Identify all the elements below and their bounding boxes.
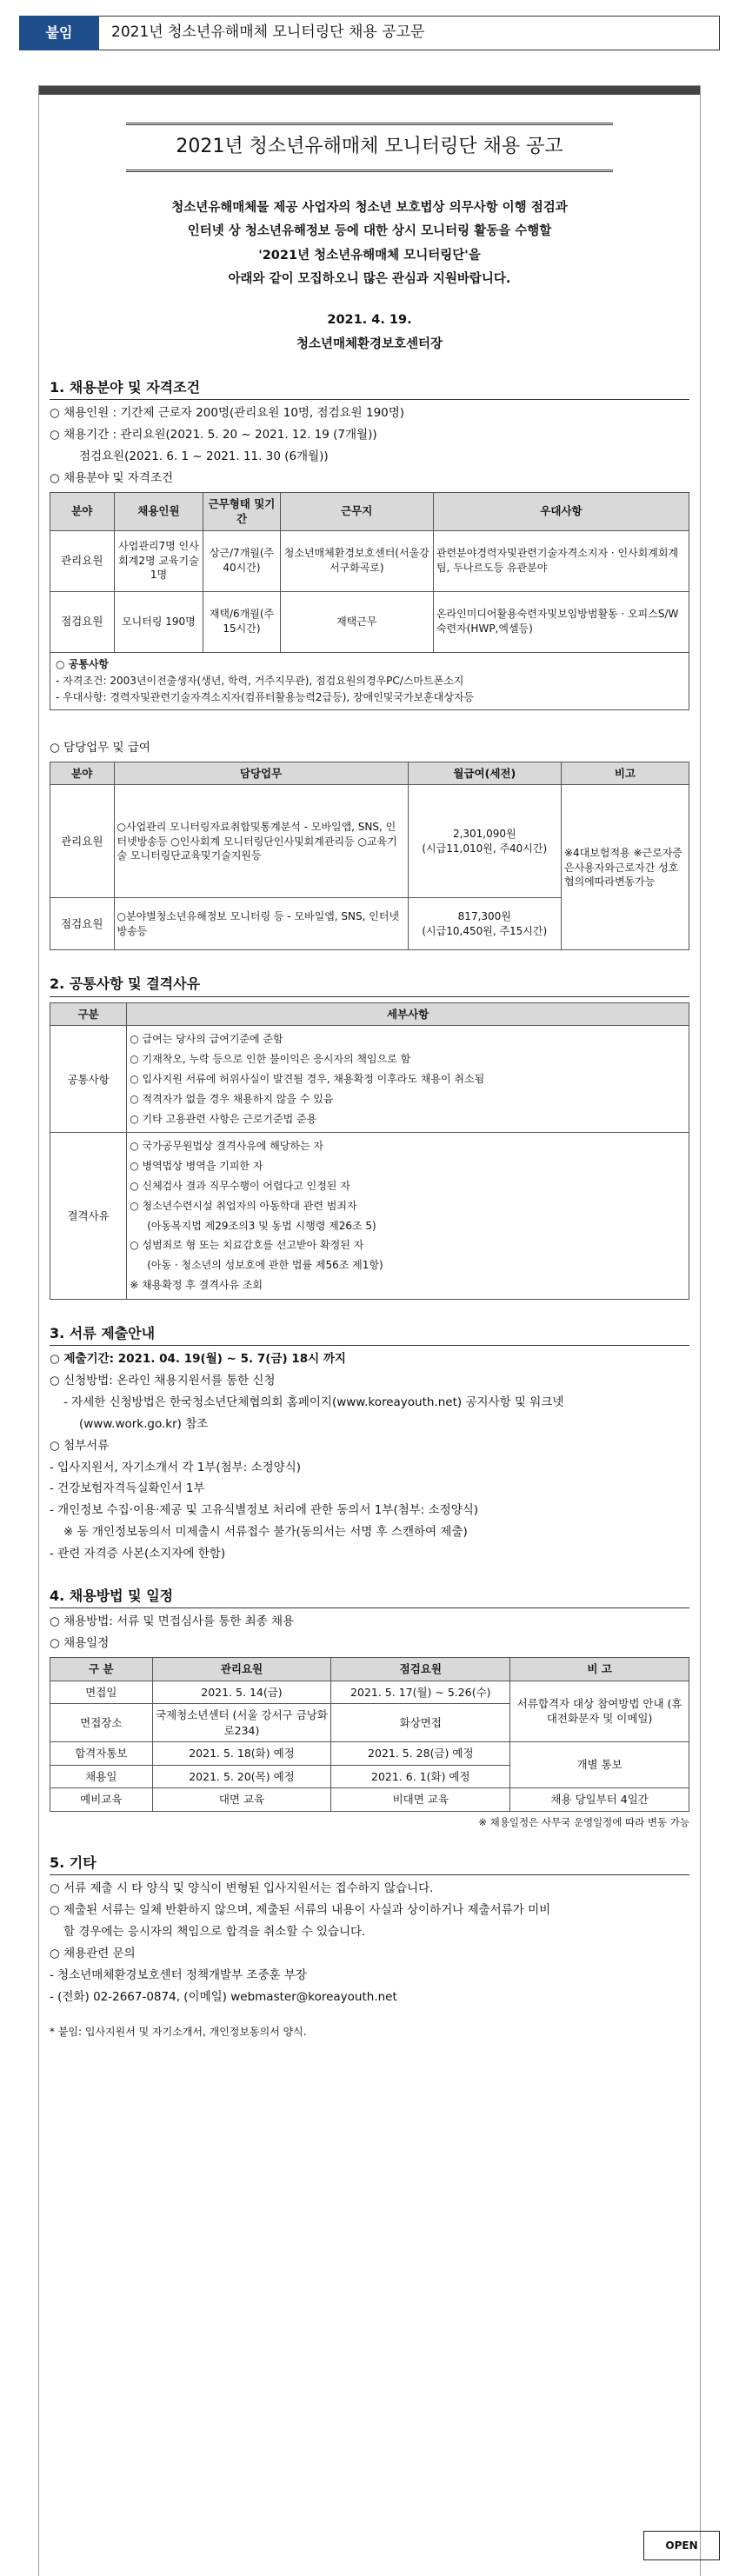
item: ○ 기타 고용관련 사항은 근로기준법 준용 [130,1112,317,1125]
cell: 관리요원 [50,530,115,591]
cell: ※4대보험적용 ※근로자증은사용자와근로자간 성호협의에따라변동가능 [561,785,689,950]
salary-detail: (시급10,450원, 주15시간) [422,924,548,937]
s5-line: ○ 제출된 서류는 일체 반환하지 않으며, 제출된 서류의 내용이 사실과 상이하거나 제출서류가 미비 [50,1903,551,1918]
cell: 모니터링 190명 [114,591,203,652]
cell: 예비교육 [50,1788,153,1812]
cell: 상근/7개월(주40시간) [203,530,280,591]
th: 채용인원 [114,492,203,530]
req-line: - 자격조건: 2003년이전출생자(생년, 학력, 거주지무관), 점검요원의경우PC/스마트폰소지 [56,674,464,687]
item: ※ 채용확정 후 결격사유 조회 [130,1278,263,1291]
salary-detail: (시급11,010원, 주40시간) [422,842,548,855]
cell: 개별 통보 [510,1742,689,1788]
cell [127,1133,689,1299]
top-bar [19,16,720,50]
s3-line: ○ 신청방법: 온라인 채용지원서를 통한 신청 [50,1374,276,1388]
cell: 청소년매체환경보호센터(서울강서구화곡로) [280,530,433,591]
cell: 국제청소년센터 (서울 강서구 금낭화로234) [152,1704,331,1742]
cell: 점검요원 [50,898,115,950]
cell: 비대면 교육 [331,1788,510,1812]
cell: 대면 교육 [152,1788,331,1812]
cell: 채용일 [50,1765,153,1788]
s3-line: - 개인정보 수집·이용·제공 및 고유식별정보 처리에 관한 동의서 1부(첨부: 소정양식) [50,1503,479,1518]
item: ○ 국가공무원법상 결격사유에 해당하는 자 [130,1140,323,1153]
cell [408,898,561,950]
cell [127,1026,689,1133]
doc-title: 2021년 청소년유해매체 모니터링단 채용 공고 [126,123,613,172]
th: 근무형태 및기간 [203,492,280,530]
th: 비 고 [510,1658,689,1681]
req-line: - 우대사항: 경력자및관련기술자격소지자(컴퓨터활용능력2급등), 장애인및국가보훈대상자등 [56,690,475,703]
th: 세부사항 [127,1002,689,1026]
cell: 면접장소 [50,1704,153,1742]
item: ○ 청소년수련시설 취업자의 아동학대 관련 범죄자 [130,1199,357,1212]
th: 월급여(세전) [408,762,561,785]
cell: 2021. 5. 18(화) 예정 [152,1742,331,1766]
salary: 817,300원 [457,910,511,923]
section-1-title: 1. 채용분야 및 자격조건 [50,378,689,400]
item: ○ 적격자가 없을 경우 채용하지 않을 수 있음 [130,1092,334,1105]
th: 분야 [50,492,115,530]
cell: 관련분야경력자및관련기술자격소지자 · 인사회계회계팀, 두나르도등 유관분야 [433,530,689,591]
item: ○ 기재착오, 누락 등으로 인한 불이익은 응시자의 책임으로 함 [130,1053,411,1066]
req-title: ○ 공통사항 [56,657,110,670]
th: 점검요원 [331,1658,510,1681]
s5-line: - 청소년매체환경보호센터 정책개발부 조중훈 부장 [50,1967,307,1982]
schedule-note: ※ 채용일정은 사무국 운영일정에 따라 변동 가능 [478,1815,689,1828]
s3-line: (www.work.go.kr) 참조 [79,1416,209,1431]
open-logo: OPEN [643,2531,720,2560]
cell: 2021. 5. 17(월) ~ 5.26(수) [331,1681,510,1704]
document [38,85,701,2576]
cell: 면접일 [50,1681,153,1704]
cell: 2021. 5. 14(금) [152,1681,331,1704]
cell: ○사업관리 모니터링자료취합및통계분석 - 모바일앱, SNS, 인터넷방송등 ○인사회계 모니터링단인사및회계관리등 ○교육기술 모니터링단교육및기술지원등 [114,785,408,898]
item: ○ 신체검사 결과 직무수행이 어렵다고 인정된 자 [130,1179,350,1192]
cell: 2021. 6. 1(화) 예정 [331,1765,510,1788]
common-table [50,1002,689,1300]
s4-line: ○ 채용일정 [50,1636,110,1651]
cell: 2021. 5. 28(금) 예정 [331,1742,510,1766]
item: ○ 병역법상 병역을 기피한 자 [130,1160,263,1173]
section-4-title: 4. 채용방법 및 일정 [50,1587,689,1608]
s3-line: - 자세한 신청방법은 한국청소년단체협의회 홈페이지(www.koreayouth.net) 공지사항 및 워크넷 [63,1395,564,1409]
s3-line: ○ 제출기간: 2021. 04. 19(월) ~ 5. 7(금) 18시 까지 [50,1352,346,1367]
intro-line: 아래와 같이 모집하오니 많은 관심과 지원바랍니다. [228,272,511,287]
intro [50,196,689,292]
item: (아동복지법 제29조의3 및 동법 시행령 제26조 5) [147,1219,376,1232]
cell: 관리요원 [50,785,115,898]
s1-line: 점검요원(2021. 6. 1 ~ 2021. 11. 30 (6개월)) [79,449,329,463]
doc-org: 청소년매체환경보호센터장 [296,337,443,352]
attachment-badge: 붙임 [19,16,99,50]
section-2-title: 2. 공통사항 및 결격사유 [50,975,689,996]
intro-line: 청소년유해매체물 제공 사업자의 청소년 보호법상 의무사항 이행 점검과 [171,200,568,215]
th: 우대사항 [433,492,689,530]
item: (아동 · 청소년의 성보호에 관한 법률 제56조 제1항) [147,1259,383,1272]
cell: 공통사항 [50,1026,127,1133]
cell: ○분야별청소년유해정보 모니터링 등 - 모바일앱, SNS, 인터넷방송등 [114,898,408,950]
s5-line: ○ 서류 제출 시 타 양식 및 양식이 변형된 입사지원서는 접수하지 않습니다. [50,1881,434,1896]
cell: 재택근무 [280,591,433,652]
s1-line: ○ 채용기간 : 관리요원(2021. 5. 20 ~ 2021. 12. 19 (7개월)) [50,427,377,442]
th: 비고 [561,762,689,785]
cell: 결격사유 [50,1133,127,1299]
section-3-title: 3. 서류 제출안내 [50,1324,689,1346]
s4-line: ○ 채용방법: 서류 및 면접심사를 통한 최종 채용 [50,1614,295,1629]
cell: 온라인미디어활용숙련자및보임방범활동 · 오피스S/W숙련자(HWP,엑셀등) [433,591,689,652]
s3-line: - 건강보험자격득실확인서 1부 [50,1481,205,1496]
doc-date: 2021. 4. 19. [327,312,412,327]
top-title: 2021년 청소년유해매체 모니터링단 채용 공고문 [99,16,720,50]
th: 관리요원 [152,1658,331,1681]
s3-line: ○ 첨부서류 [50,1438,110,1453]
item: ○ 급여는 당사의 급여기준에 준함 [130,1033,283,1046]
th: 근무지 [280,492,433,530]
s1-line: ○ 채용분야 및 자격조건 [50,470,174,485]
s5-line: - (전화) 02-2667-0874, (이메일) webmaster@koreayouth.net [50,1989,397,2004]
section-5-title: 5. 기타 [50,1854,689,1875]
s5-line: 할 경우에는 응시자의 책임으로 합격을 취소할 수 있습니다. [63,1924,366,1939]
cell: 점검요원 [50,591,115,652]
common-req-box [50,653,689,711]
cell [408,785,561,898]
th: 담당업무 [114,762,408,785]
cell: 사업관리7명 인사회계2명 교육기술1명 [114,530,203,591]
th: 구 분 [50,1658,153,1681]
s5-foot: * 붙임: 입사지원서 및 자기소개서, 개인정보동의서 양식. [50,2025,307,2038]
cell: 서류합격자 대상 참여방법 안내 (휴대전화문자 및 이메일) [510,1681,689,1742]
th: 구분 [50,1002,127,1026]
intro-line: '2021년 청소년유해매체 모니터링단'을 [258,248,481,263]
item: ○ 성범죄로 형 또는 치료감호를 선고받아 확정된 자 [130,1239,364,1252]
th: 분야 [50,762,115,785]
salary: 2,301,090원 [452,828,516,841]
cell: 합격자통보 [50,1742,153,1766]
recruit-table [50,492,689,653]
cell: 화상면접 [331,1704,510,1742]
cell: 2021. 5. 20(목) 예정 [152,1765,331,1788]
item: ○ 입사지원 서류에 허위사실이 발견될 경우, 채용확정 이후라도 채용이 취소됨 [130,1072,485,1085]
schedule-table [50,1657,689,1812]
s1-line: ○ 채용인원 : 기간제 근로자 200명(관리요원 10명, 점검요원 190명) [50,405,405,420]
duty-table [50,762,689,951]
duty-title: ○ 담당업무 및 급여 [50,741,150,755]
s3-line: ※ 동 개인정보동의서 미제출시 서류접수 불가(동의서는 서명 후 스캔하여 제출) [63,1525,468,1540]
cell: 채용 당일부터 4일간 [510,1788,689,1812]
s3-line: - 입사지원서, 자기소개서 각 1부(첨부: 소정양식) [50,1460,302,1474]
cell: 재택/6개월(주15시간) [203,591,280,652]
s3-line: - 관련 자격증 사본(소지자에 한함) [50,1547,226,1561]
intro-line: 인터넷 상 청소년유해정보 등에 대한 상시 모니터링 활동을 수행할 [187,224,552,239]
doc-header-bar [39,86,700,95]
s5-line: ○ 채용관련 문의 [50,1946,136,1960]
